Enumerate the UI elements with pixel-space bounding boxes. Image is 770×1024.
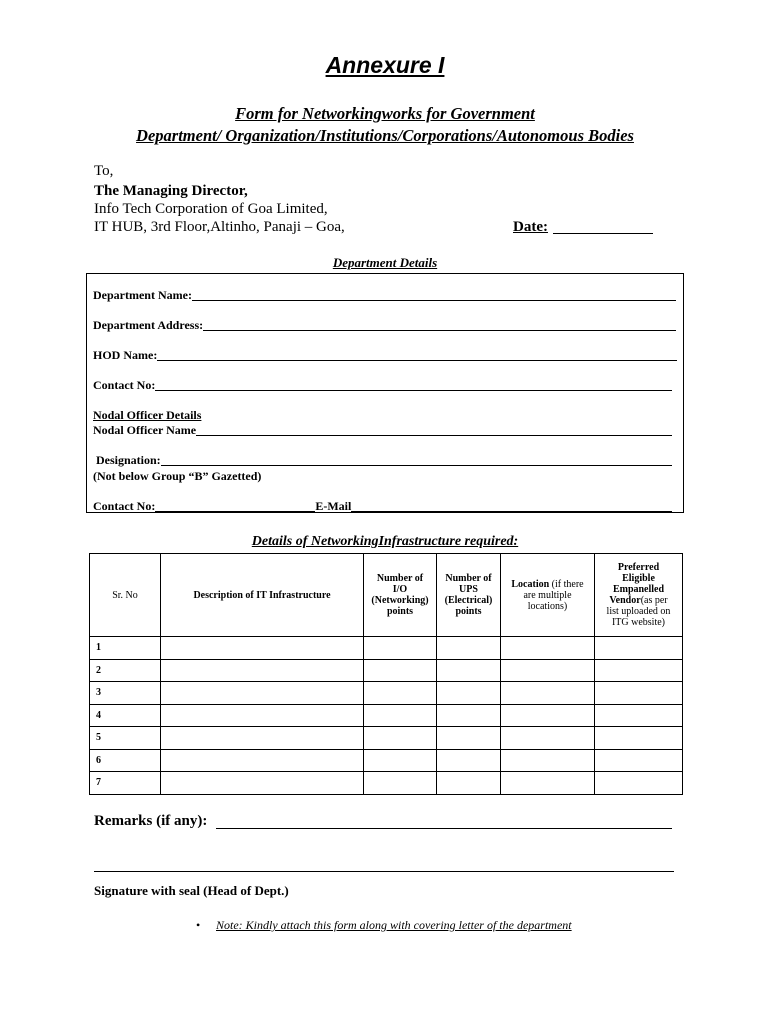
remarks-label: Remarks (if any): (94, 813, 208, 829)
table-row (90, 727, 683, 750)
contact-no-field[interactable] (155, 390, 672, 391)
remarks-field-continued[interactable] (94, 871, 674, 872)
cell-description[interactable] (161, 704, 364, 727)
cell-location[interactable] (501, 637, 595, 660)
cell-ups[interactable] (437, 704, 501, 727)
cell-io[interactable] (364, 682, 437, 705)
nodal-officer-name-label: Nodal Officer Name (93, 423, 197, 437)
col-ups-points: Number of UPS (Electrical) points (437, 554, 501, 637)
attachment-note: Note: Kindly attach this form along with covering letter of the department (216, 918, 572, 932)
table-row (90, 749, 683, 772)
form-subtitle-line2: Department/ Organization/Institutions/Corporations/Autonomous Bodies (136, 126, 634, 145)
signature-label: Signature with seal (Head of Dept.) (94, 883, 289, 898)
remarks-field[interactable] (216, 828, 672, 829)
table-header-row (90, 554, 683, 637)
address-org: Info Tech Corporation of Goa Limited, (94, 201, 328, 217)
table-row (90, 772, 683, 795)
cell-vendor[interactable] (595, 749, 683, 772)
email-label: E-Mail (315, 499, 352, 513)
cell-io[interactable] (364, 749, 437, 772)
cell-vendor[interactable] (595, 637, 683, 660)
contact-no-2-label: Contact No: (93, 499, 156, 513)
date-label: Date: (513, 219, 548, 235)
col-description: Description of IT Infrastructure (161, 554, 364, 637)
cell-ups[interactable] (437, 659, 501, 682)
row-number: 7 (90, 772, 161, 795)
designation-note: (Not below Group “B” Gazetted) (93, 469, 262, 483)
cell-location[interactable] (501, 682, 595, 705)
email-field[interactable] (351, 511, 672, 512)
row-number: 6 (90, 749, 161, 772)
col-vendor: Preferred Eligible Empanelled Vendor(as per list uploaded on ITG website) (595, 554, 683, 637)
cell-ups[interactable] (437, 772, 501, 795)
cell-description[interactable] (161, 659, 364, 682)
form-subtitle-line1: Form for Networkingworks for Government (235, 104, 535, 123)
cell-io[interactable] (364, 637, 437, 660)
table-row (90, 659, 683, 682)
cell-location[interactable] (501, 704, 595, 727)
nodal-officer-name-field[interactable] (196, 435, 672, 436)
infrastructure-heading: Details of NetworkingInfrastructure required: (251, 534, 519, 549)
department-address-row (93, 318, 676, 333)
hod-name-field[interactable] (157, 360, 677, 361)
row-number: 1 (90, 637, 161, 660)
cell-description[interactable] (161, 727, 364, 750)
cell-description[interactable] (161, 749, 364, 772)
cell-vendor[interactable] (595, 704, 683, 727)
cell-vendor[interactable] (595, 727, 683, 750)
designation-field[interactable] (161, 465, 672, 466)
department-address-field[interactable] (203, 330, 676, 331)
contact-no-2-field[interactable] (155, 511, 315, 512)
row-number: 4 (90, 704, 161, 727)
table-row (90, 682, 683, 705)
row-number: 2 (90, 659, 161, 682)
department-address-label: Department Address: (93, 318, 204, 332)
hod-name-label: HOD Name: (93, 348, 158, 362)
department-name-row (93, 288, 676, 303)
cell-vendor[interactable] (595, 659, 683, 682)
cell-io[interactable] (364, 772, 437, 795)
address-location: IT HUB, 3rd Floor,Altinho, Panaji – Goa, (94, 219, 345, 235)
nodal-officer-heading: Nodal Officer Details (93, 408, 202, 422)
cell-io[interactable] (364, 704, 437, 727)
row-number: 5 (90, 727, 161, 750)
cell-ups[interactable] (437, 749, 501, 772)
table-row (90, 704, 683, 727)
contact-email-row (93, 499, 672, 514)
hod-name-row (93, 348, 677, 363)
bullet-icon: • (196, 918, 201, 932)
cell-location[interactable] (501, 749, 595, 772)
contact-no-row (93, 378, 672, 393)
address-recipient: The Managing Director, (94, 183, 248, 199)
col-io-points: Number of I/O (Networking) points (364, 554, 437, 637)
row-number: 3 (90, 682, 161, 705)
designation-label: Designation: (96, 453, 161, 467)
col-location: Location (if there are multiple locations) (501, 554, 595, 637)
cell-description[interactable] (161, 637, 364, 660)
department-name-field[interactable] (192, 300, 676, 301)
cell-vendor[interactable] (595, 682, 683, 705)
cell-ups[interactable] (437, 637, 501, 660)
col-sr-no: Sr. No (90, 554, 161, 637)
nodal-officer-name-row (93, 423, 672, 438)
cell-description[interactable] (161, 682, 364, 705)
cell-io[interactable] (364, 659, 437, 682)
address-to: To, (94, 163, 114, 179)
cell-location[interactable] (501, 659, 595, 682)
cell-vendor[interactable] (595, 772, 683, 795)
cell-io[interactable] (364, 727, 437, 750)
table-row (90, 637, 683, 660)
cell-location[interactable] (501, 727, 595, 750)
contact-no-label: Contact No: (93, 378, 156, 392)
department-name-label: Department Name: (93, 288, 192, 302)
cell-ups[interactable] (437, 727, 501, 750)
designation-row (96, 453, 672, 468)
cell-location[interactable] (501, 772, 595, 795)
cell-description[interactable] (161, 772, 364, 795)
department-details-heading: Department Details (332, 255, 438, 270)
page-title: Annexure I (325, 52, 445, 78)
cell-ups[interactable] (437, 682, 501, 705)
date-field[interactable] (553, 233, 653, 234)
infrastructure-table (89, 553, 683, 795)
